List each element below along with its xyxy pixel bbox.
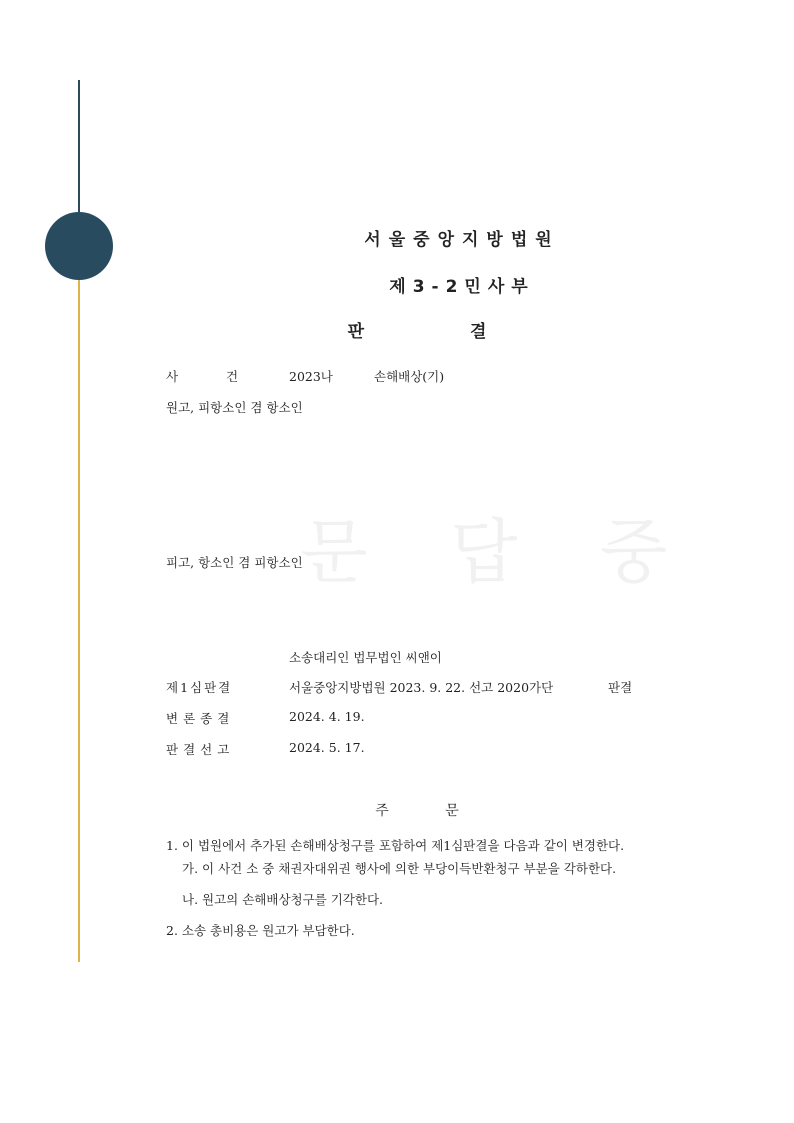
order-title-char-1: 주 <box>375 803 389 819</box>
case-label-1: 사 <box>166 369 179 384</box>
title-char-2: 결 <box>469 322 487 342</box>
case-label-2: 건 <box>226 369 239 384</box>
court-name: 서울중앙지방법원 <box>364 230 560 250</box>
timeline-line-bottom <box>78 250 80 962</box>
pronouncement-date: 2024. 5. 17. <box>289 740 365 755</box>
order-item-2: 2. 소송 총비용은 원고가 부담한다. <box>166 923 355 938</box>
plaintiff-label: 원고, 피항소인 겸 항소인 <box>166 400 303 415</box>
pronouncement-label: 판결선고 <box>166 742 235 757</box>
case-number: 2023나 <box>289 369 333 384</box>
order-title <box>0 800 794 820</box>
background-watermark: 문 답 중 <box>300 511 698 593</box>
title-char-1: 판 <box>347 322 365 342</box>
court-division: 제3-2민사부 <box>389 277 535 297</box>
first-instance-label: 제1심판결 <box>166 680 233 695</box>
first-instance-court-date: 서울중앙지방법원 2023. 9. 22. 선고 2020가단 <box>289 680 554 695</box>
defendant-label: 피고, 항소인 겸 피항소인 <box>166 555 303 570</box>
order-item-1-b: 나. 원고의 손해배상청구를 기각한다. <box>182 892 383 907</box>
case-name: 손해배상(기) <box>374 369 445 384</box>
order-item-1-a: 가. 이 사건 소 중 채권자대위권 행사에 의한 부당이득반환청구 부분을 각하한다. <box>182 861 617 876</box>
first-instance-suffix: 판결 <box>608 680 633 695</box>
order-title-char-2: 문 <box>445 803 459 819</box>
closing-argument-date: 2024. 4. 19. <box>289 709 365 724</box>
order-item-1: 1. 이 법원에서 추가된 손해배상청구를 포함하여 제1심판결을 다음과 같이 변경한다. <box>166 838 625 853</box>
document-title <box>0 317 794 342</box>
closing-argument-label: 변론종결 <box>166 711 235 726</box>
attorney: 소송대리인 법무법인 씨앤이 <box>289 650 442 665</box>
